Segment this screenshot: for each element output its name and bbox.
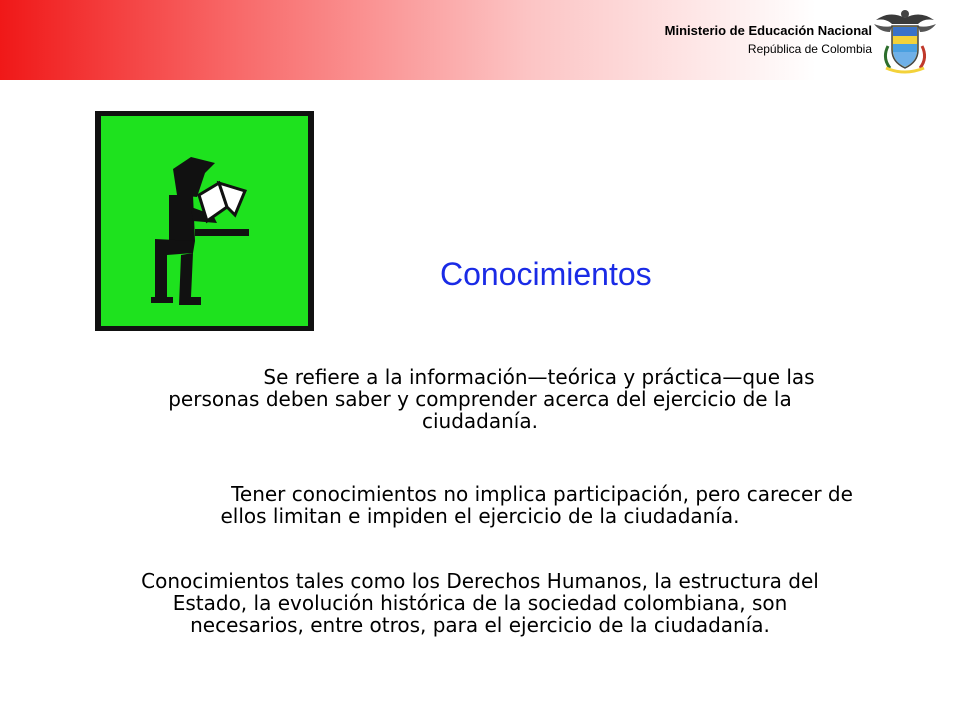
header-banner bbox=[0, 0, 960, 80]
paragraph-line: necesarios, entre otros, para el ejercicio de la ciudadanía. bbox=[190, 613, 770, 637]
paragraph-line: Conocimientos tales como los Derechos Humanos, la estructura del bbox=[141, 569, 819, 593]
paragraph-line: personas deben saber y comprender acerca del ejercicio de la bbox=[168, 387, 792, 411]
paragraph-line: Tener conocimientos no implica participación, pero carecer de bbox=[231, 482, 853, 506]
knowledge-illustration bbox=[95, 111, 314, 331]
paragraph-examples bbox=[60, 570, 900, 636]
paragraph-participation bbox=[60, 483, 900, 527]
paragraph-line: ellos limitan e impiden el ejercicio de la ciudadanía. bbox=[220, 504, 740, 528]
slide-title: Conocimientos bbox=[440, 256, 652, 292]
paragraph-definition bbox=[60, 366, 900, 432]
paragraph-line: ciudadanía. bbox=[422, 409, 538, 433]
ministry-label bbox=[665, 22, 872, 58]
paragraph-line: Estado, la evolución histórica de la sociedad colombiana, son bbox=[172, 591, 788, 615]
paragraph-line: Se refiere a la información—teórica y práctica—que las bbox=[263, 365, 815, 389]
republic-name: República de Colombia bbox=[747, 42, 872, 56]
ministry-name: Ministerio de Educación Nacional bbox=[664, 23, 872, 38]
coat-of-arms-icon bbox=[872, 6, 938, 74]
person-reading-icon bbox=[95, 111, 314, 331]
